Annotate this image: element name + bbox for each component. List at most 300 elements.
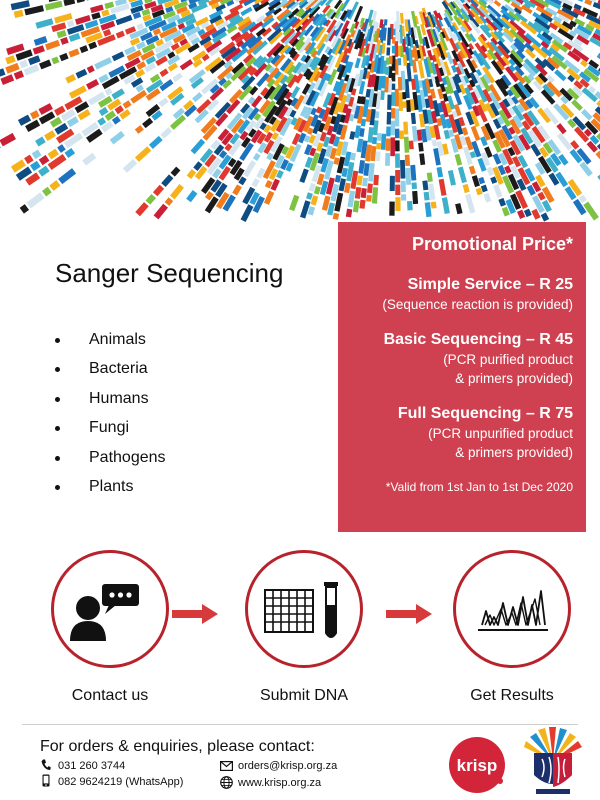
sequence-segment	[432, 126, 434, 138]
sequence-segment	[401, 46, 402, 57]
sequence-segment	[439, 142, 442, 156]
sequence-segment	[155, 187, 162, 195]
sequence-segment	[352, 132, 354, 140]
sequence-segment	[367, 71, 368, 78]
chromatogram-icon	[456, 553, 568, 665]
sequence-segment	[25, 8, 43, 12]
sequence-segment	[407, 47, 408, 61]
sequence-segment	[256, 114, 260, 119]
sequence-segment	[86, 35, 102, 41]
website-url[interactable]: www.krisp.org.za	[238, 777, 322, 789]
sequence-segment	[132, 80, 142, 86]
sequence-segment	[570, 22, 576, 25]
sequence-segment	[40, 62, 50, 66]
sequence-segment	[422, 154, 423, 165]
sequence-segment	[370, 184, 371, 193]
sequence-segment	[76, 18, 90, 22]
sequence-segment	[70, 88, 85, 96]
sequence-segment	[368, 89, 369, 97]
sequence-segment	[207, 193, 211, 199]
sequence-segment	[569, 77, 574, 81]
simple-service-detail: (Sequence reaction is provided)	[382, 297, 573, 312]
sequence-segment	[113, 54, 124, 59]
sequence-segment	[359, 176, 360, 185]
sequence-segment	[121, 111, 129, 117]
sequence-segment	[117, 33, 124, 36]
sequence-segment	[328, 178, 332, 194]
sequence-segment	[116, 17, 131, 22]
sequence-segment	[241, 178, 245, 184]
step-circle	[245, 550, 363, 668]
validity-note: *Valid from 1st Jan to 1st Dec 2020	[385, 480, 573, 494]
step-label: Contact us	[71, 687, 149, 704]
sequence-segment	[68, 27, 84, 32]
sequence-segment	[486, 194, 489, 202]
sequence-segment	[450, 171, 453, 186]
sequence-segment	[35, 39, 47, 43]
sequence-segment	[193, 141, 204, 153]
sequence-segment	[366, 163, 367, 175]
sequence-segment	[1, 136, 14, 143]
sequence-segment	[436, 77, 439, 87]
sequence-segment	[336, 158, 338, 165]
sequence-segment	[143, 17, 151, 20]
sequence-segment	[142, 11, 149, 14]
sequence-segment	[105, 4, 113, 6]
sequence-segment	[372, 109, 374, 125]
sequence-segment	[52, 25, 65, 29]
sequence-segment	[420, 143, 421, 152]
sequence-segment	[383, 76, 384, 88]
sequence-segment	[125, 77, 135, 83]
sequence-segment	[381, 19, 382, 28]
sequence-segment	[506, 167, 509, 173]
sequence-segment	[92, 15, 100, 17]
sequence-segment	[147, 81, 161, 91]
sequence-segment	[203, 56, 208, 60]
promo-heading: Promotional Price*	[411, 234, 573, 254]
sequence-segment	[131, 2, 143, 6]
sequence-segment	[352, 153, 353, 160]
sequence-segment	[195, 163, 200, 169]
sequence-segment	[573, 101, 581, 109]
sequence-segment	[173, 169, 179, 175]
sequence-segment	[432, 89, 434, 98]
sequence-segment	[402, 160, 403, 179]
sequence-segment	[415, 92, 417, 110]
sequence-segment	[6, 58, 14, 61]
sequence-segment	[103, 124, 112, 130]
sequence-segment	[22, 207, 27, 211]
sequence-segment	[501, 199, 504, 206]
sequence-segment	[322, 132, 325, 141]
sequence-segment	[174, 75, 182, 80]
krisp-logo	[446, 734, 508, 796]
sequence-segment	[408, 63, 410, 82]
sequence-segment	[198, 101, 210, 112]
sequence-segment	[356, 106, 359, 119]
sequence-segment	[331, 134, 334, 144]
sequence-segment	[250, 98, 254, 103]
sequence-segment	[378, 92, 380, 109]
sequence-segment	[34, 152, 40, 156]
sequence-segment	[284, 147, 287, 154]
sequence-segment	[495, 1, 500, 5]
sequence-segment	[278, 171, 281, 178]
sequence-segment	[378, 152, 379, 162]
sequence-segment	[291, 111, 294, 117]
sequence-segment	[418, 50, 420, 58]
sequence-segment	[14, 13, 23, 15]
sequence-segment	[402, 13, 403, 24]
sequence-segment	[250, 130, 255, 137]
sequence-segment	[253, 97, 261, 107]
sequence-segment	[56, 126, 67, 132]
sequence-segment	[235, 186, 240, 194]
sequence-segment	[34, 48, 44, 52]
sequence-segment	[288, 100, 291, 105]
sequence-segment	[160, 100, 167, 105]
sequence-segment	[510, 128, 513, 134]
sequence-segment	[468, 195, 473, 213]
sequence-segment	[356, 58, 359, 68]
sequence-segment	[124, 103, 130, 107]
sequence-segment	[53, 59, 59, 61]
sequence-segment	[325, 137, 328, 147]
sequence-segment	[327, 146, 330, 157]
sequence-segment	[0, 71, 4, 74]
step-submit-dna	[236, 550, 372, 704]
sequence-segment	[496, 185, 501, 197]
sequence-segment	[472, 152, 474, 158]
sequence-segment	[433, 55, 435, 62]
sequence-segment	[332, 116, 334, 123]
sequence-segment	[427, 99, 429, 108]
sequence-segment	[56, 108, 64, 113]
sequence-segment	[29, 195, 43, 206]
sequence-segment	[405, 55, 406, 66]
sequence-segment	[137, 148, 149, 159]
sequence-segment	[431, 184, 433, 200]
sequence-segment	[309, 128, 311, 134]
sequence-segment	[162, 129, 170, 136]
sequence-segment	[389, 28, 390, 46]
step-circle	[51, 550, 169, 668]
sequence-segment	[335, 137, 338, 147]
page-title: Sanger Sequencing	[55, 258, 284, 288]
sequence-segment	[138, 204, 147, 214]
university-crest-logo	[522, 727, 584, 797]
sequence-segment	[373, 74, 375, 87]
sequence-segment	[68, 119, 77, 124]
sequence-segment	[453, 59, 456, 65]
sequence-segment	[172, 117, 184, 128]
sequence-segment	[153, 12, 164, 16]
full-sequencing-detail-2: & primers provided)	[455, 445, 573, 460]
sequence-segment	[444, 94, 446, 102]
sequence-segment	[252, 193, 258, 204]
sequence-segment	[348, 209, 349, 217]
sequence-segment	[482, 137, 485, 145]
sequence-segment	[489, 168, 492, 176]
sequence-segment	[368, 109, 370, 122]
sequence-segment	[189, 4, 196, 7]
sequence-segment	[486, 147, 490, 157]
sequence-segment	[453, 66, 456, 73]
sequence-segment	[429, 110, 432, 124]
sequence-segment	[581, 196, 585, 201]
arrow-right-icon	[386, 603, 434, 625]
sequence-segment	[44, 190, 50, 194]
sequence-segment	[508, 200, 513, 213]
sequence-segment	[355, 201, 357, 212]
sequence-segment	[346, 152, 349, 166]
sequence-segment	[341, 179, 344, 191]
sequence-segment	[255, 154, 258, 160]
sequence-segment	[582, 163, 591, 175]
email-address[interactable]: orders@krisp.org.za	[238, 760, 338, 772]
sequence-segment	[300, 134, 304, 143]
sequence-segment	[413, 113, 414, 124]
sequence-segment	[427, 126, 429, 141]
sequence-segment	[13, 162, 24, 169]
sequence-segment	[423, 129, 425, 142]
sequence-segment	[125, 161, 135, 170]
sequence-segment	[363, 119, 364, 126]
sequence-segment	[526, 50, 534, 58]
sequence-segment	[436, 125, 439, 139]
sequence-segment	[406, 137, 407, 153]
sequence-segment	[419, 130, 420, 141]
sequence-segment	[58, 33, 66, 36]
sequence-segment	[458, 204, 460, 214]
sequence-segment	[372, 61, 374, 73]
sequence-segment	[100, 98, 112, 105]
sequence-segment	[153, 112, 161, 118]
sequence-segment	[259, 169, 264, 178]
basic-sequencing-detail-1: (PCR purified product	[443, 352, 573, 367]
sequence-segment	[581, 62, 586, 66]
sequence-segment	[412, 99, 413, 111]
sequence-segment	[519, 180, 524, 190]
sequence-segment	[320, 123, 323, 131]
sequence-segment	[307, 158, 311, 168]
sequence-segment	[457, 154, 460, 165]
sequence-segment	[373, 146, 375, 161]
sequence-segment	[137, 44, 145, 48]
sequence-segment	[429, 173, 430, 182]
sequence-segment	[406, 79, 407, 98]
basic-sequencing-price: Basic Sequencing – R 45	[383, 331, 573, 348]
full-sequencing-price: Full Sequencing – R 75	[397, 405, 573, 422]
sequence-segment	[534, 183, 539, 192]
sequence-segment	[151, 138, 161, 147]
sequence-segment	[207, 198, 216, 212]
sequence-segment	[499, 117, 503, 124]
sequence-segment	[179, 25, 185, 28]
sequence-segment	[68, 23, 74, 25]
sequence-segment	[166, 8, 173, 11]
sequence-segment	[55, 16, 72, 21]
sequence-segment	[29, 58, 39, 62]
sequence-segment	[447, 119, 450, 128]
full-sequencing-detail-1: (PCR unpurified product	[428, 426, 573, 441]
sequence-segment	[242, 132, 247, 139]
sequence-segment	[361, 160, 363, 173]
sequence-segment	[559, 134, 570, 149]
sequence-segment	[6, 66, 18, 71]
sequence-segment	[376, 76, 378, 91]
sequence-segment	[586, 203, 597, 219]
sequence-segment	[337, 193, 341, 211]
sequence-segment	[221, 168, 229, 180]
sequence-segment	[425, 110, 427, 124]
sequence-segment	[189, 171, 194, 177]
sequence-segment	[319, 174, 322, 185]
sequence-segment	[493, 177, 495, 183]
sequence-segment	[243, 206, 251, 221]
sequence-segment	[322, 181, 326, 194]
sequence-segment	[562, 97, 567, 102]
contact-heading: For orders & enquiries, please contact:	[40, 738, 315, 755]
sequence-segment	[432, 76, 434, 82]
sequence-segment	[213, 141, 219, 148]
sequence-segment	[574, 6, 581, 9]
sequence-segment	[198, 0, 208, 3]
sequence-segment	[154, 30, 160, 33]
sequence-segment	[369, 195, 370, 201]
sequence-segment	[326, 0, 337, 6]
sequence-segment	[138, 64, 145, 68]
sequence-segment	[181, 12, 190, 16]
sequence-segment	[77, 72, 86, 76]
divider	[22, 724, 578, 725]
sequence-segment	[194, 94, 201, 100]
sequence-segment	[374, 187, 375, 203]
sequence-segment	[112, 133, 123, 142]
sequence-segment	[444, 144, 446, 154]
sequence-segment	[227, 74, 232, 78]
sequence-segment	[116, 108, 122, 112]
sequence-segment	[147, 58, 155, 62]
krisp-logo-text: krisp	[456, 756, 498, 775]
sequence-segment	[11, 3, 29, 7]
sequence-segment	[510, 108, 514, 114]
sequence-segment	[420, 61, 423, 79]
sequence-segment	[413, 165, 414, 180]
sequence-segment	[309, 193, 311, 199]
sequence-segment	[214, 170, 219, 177]
sequence-segment	[145, 3, 156, 7]
sequence-segment	[471, 166, 473, 174]
sequence-segment	[473, 127, 478, 141]
sequence-segment	[383, 43, 384, 54]
sequence-segment	[421, 114, 423, 127]
phone-icon	[41, 759, 51, 771]
sequence-segment	[268, 154, 271, 160]
sequence-segment	[454, 111, 456, 117]
sequence-segment	[271, 117, 275, 123]
sequence-segment	[137, 26, 143, 28]
sequence-segment	[292, 87, 298, 98]
sequence-segment	[406, 19, 407, 31]
sequence-segment	[594, 4, 600, 10]
sequence-segment	[415, 191, 416, 204]
step-get-results	[444, 550, 580, 704]
sequence-segment	[444, 198, 447, 214]
sequence-segment	[423, 39, 425, 46]
sequence-segment	[113, 91, 124, 97]
phone-number[interactable]: 031 260 3744	[58, 760, 126, 772]
sequence-segment	[271, 169, 276, 179]
sequence-segment	[426, 192, 427, 200]
sequence-segment	[465, 185, 467, 193]
sequence-segment	[413, 11, 416, 27]
sequence-segment	[66, 151, 73, 156]
sequence-segment	[416, 75, 419, 93]
sequence-segment	[172, 186, 181, 198]
sequence-segment	[59, 147, 64, 150]
sequence-segment	[151, 76, 159, 81]
sequence-segment	[350, 97, 352, 106]
sequence-segment	[141, 34, 152, 39]
sequence-segment	[212, 4, 219, 7]
sequence-segment	[131, 40, 139, 44]
sequence-segment	[266, 192, 272, 204]
sequence-segment	[441, 179, 444, 195]
sequence-segment	[27, 123, 39, 130]
sequence-segment	[410, 201, 411, 210]
sequence-segment	[359, 139, 361, 152]
sequence-segment	[398, 11, 399, 30]
sequence-segment	[311, 184, 313, 191]
email-icon	[220, 761, 233, 771]
sequence-segment	[403, 26, 404, 37]
whatsapp-number[interactable]: 082 9624219 (WhatsApp)	[58, 776, 184, 788]
sequence-segment	[146, 65, 155, 70]
sequence-segment	[102, 12, 109, 14]
sequence-segment	[316, 187, 318, 194]
sequence-segment	[106, 113, 114, 119]
sequence-segment	[359, 96, 361, 103]
sequence-segment	[403, 39, 404, 53]
sequence-segment	[221, 152, 225, 158]
sequence-segment	[353, 171, 356, 189]
sequence-segment	[574, 118, 584, 129]
sequence-segment	[374, 137, 375, 144]
sequence-segment	[510, 148, 514, 155]
sequence-segment	[46, 43, 59, 48]
sequence-segment	[406, 37, 407, 45]
sequence-segment	[261, 124, 265, 129]
sequence-segment	[230, 6, 242, 12]
sequence-segment	[405, 122, 406, 135]
sequence-segment	[414, 126, 416, 142]
sequence-segment	[403, 71, 404, 90]
sequence-segment	[376, 175, 377, 185]
sequence-segment	[266, 141, 273, 153]
sequence-segment	[292, 196, 297, 211]
sequence-segment	[520, 156, 526, 167]
sequence-segment	[99, 120, 105, 124]
promotional-price-box	[338, 222, 586, 532]
sequence-segment	[306, 145, 310, 154]
sequence-segment	[500, 166, 504, 175]
sequence-segment	[400, 25, 401, 44]
sequence-segment	[379, 133, 380, 141]
sequence-segment	[353, 89, 355, 95]
basic-sequencing-detail-2: & primers provided)	[455, 371, 573, 386]
